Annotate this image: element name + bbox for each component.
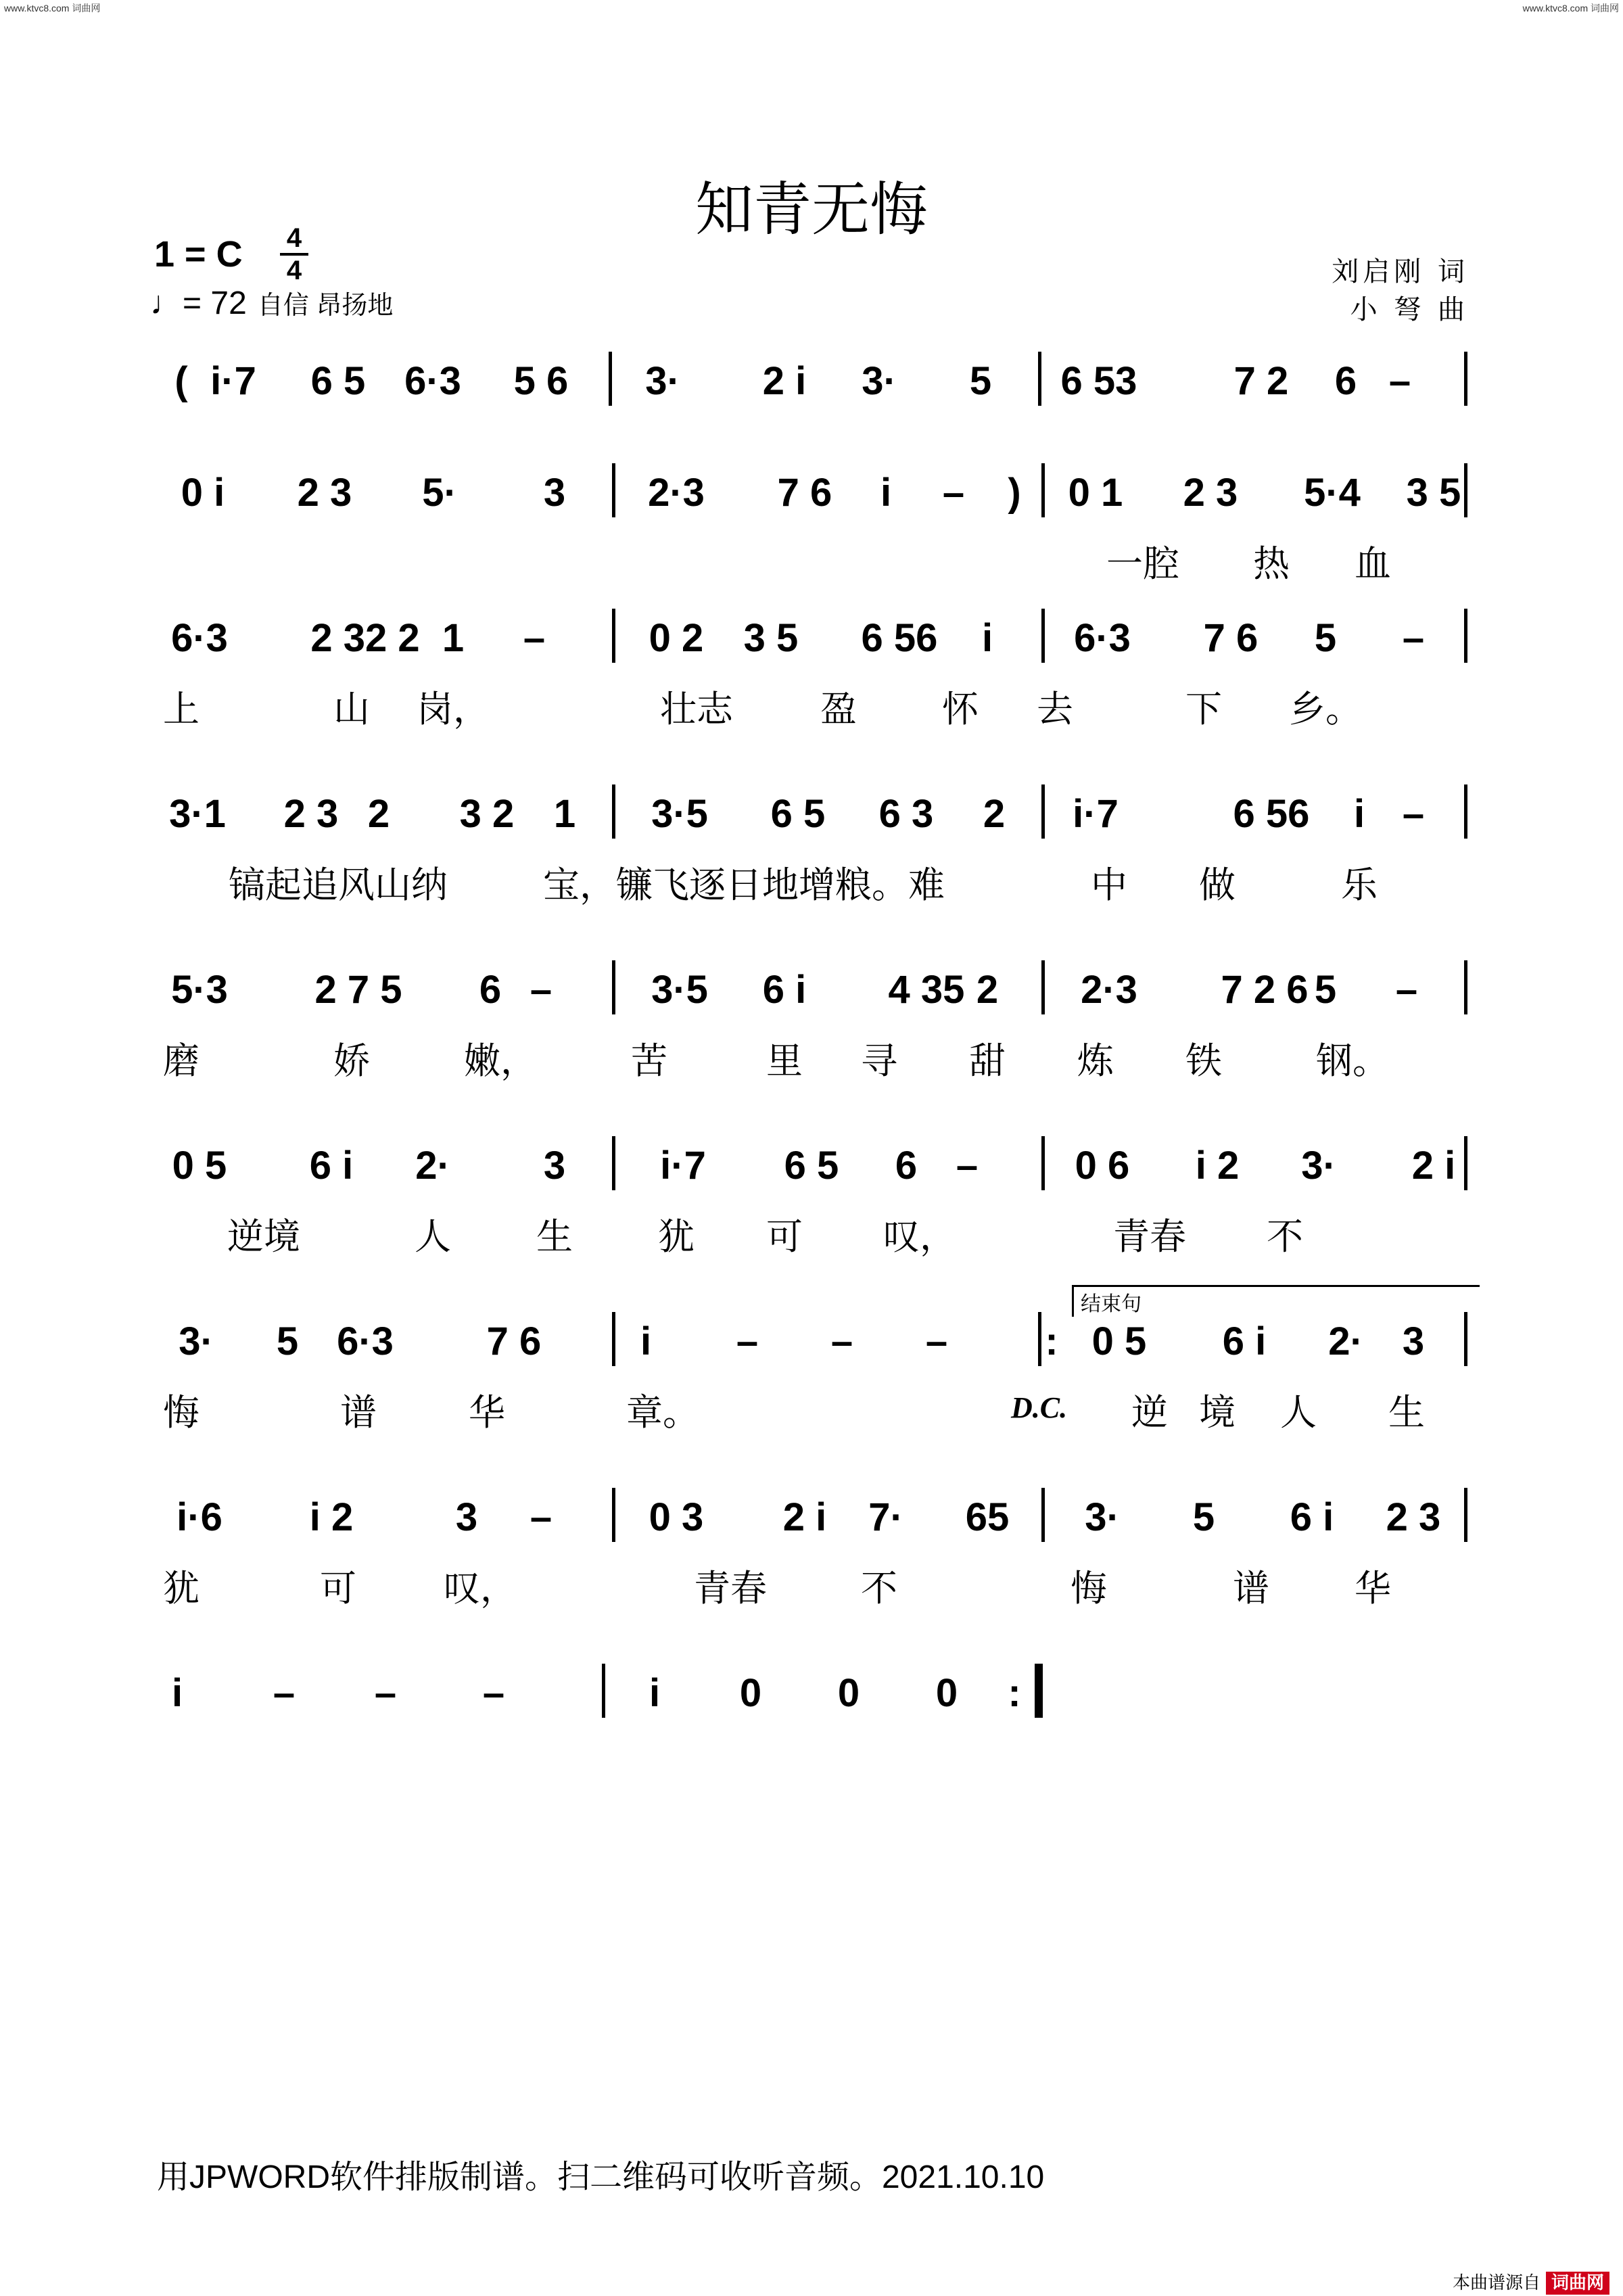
note-group: 6 5 xyxy=(310,359,366,403)
lyric-syllable: 乐 xyxy=(1341,864,1378,906)
lyric-syllable: 可 xyxy=(320,1567,356,1610)
note-group: i 2 xyxy=(1195,1144,1240,1188)
note-group: 5·4 xyxy=(1304,471,1361,515)
note-group: 3 5 xyxy=(1406,471,1461,515)
site-url-left: www.ktvc8.com 词曲网 xyxy=(4,3,101,14)
lyrics-row xyxy=(0,1208,1623,1258)
bar-line xyxy=(612,609,615,663)
note-group: 5 xyxy=(1192,1495,1215,1539)
lyrics-row xyxy=(0,535,1623,585)
final-repeat-bar xyxy=(1035,1664,1043,1718)
note-group: i xyxy=(981,616,993,660)
lyrics-row xyxy=(0,856,1623,904)
lyric-syllable: 一腔 xyxy=(1106,542,1179,585)
bar-line-end xyxy=(1464,960,1467,1014)
note-group: 1 xyxy=(442,616,465,660)
lyric-syllable: 里 xyxy=(766,1039,803,1082)
lyric-syllable: 中 xyxy=(1091,864,1127,906)
note-group: 6 56 xyxy=(861,616,938,660)
lyric-syllable: 青春 xyxy=(694,1567,767,1610)
bar-line xyxy=(612,1488,615,1542)
lyric-syllable: 逆 xyxy=(1131,1391,1168,1434)
note-group: 6 5 xyxy=(784,1144,839,1188)
footer-note: 用JPWORD软件排版制谱。扫二维码可收听音频。2021.10.10 xyxy=(157,2159,1045,2195)
lyric-syllable: 叹， xyxy=(444,1567,517,1610)
note-group: – xyxy=(942,471,965,515)
note-group: 2 i xyxy=(1411,1144,1456,1188)
note-group: 6 i xyxy=(1222,1319,1267,1363)
note-group: 0 i xyxy=(181,471,225,515)
source-logo xyxy=(1453,2269,1609,2294)
note-group: 5·3 xyxy=(171,968,228,1012)
key-signature: 1 = C xyxy=(154,234,243,275)
melody-row xyxy=(0,450,1623,524)
bar-line xyxy=(1041,784,1045,839)
bar-line xyxy=(612,784,615,839)
note-group: – xyxy=(830,1319,853,1363)
lyric-syllable: 不 xyxy=(861,1567,897,1610)
note-group: 65 xyxy=(965,1495,1010,1539)
note-group: 6 xyxy=(895,1144,918,1188)
logo-brand: 词曲网 xyxy=(1546,2272,1609,2295)
note-group: – xyxy=(736,1319,759,1363)
note-group: 2 3 xyxy=(297,471,352,515)
note-group: 7 2 6 xyxy=(1221,968,1309,1012)
staff-line-7 xyxy=(0,1293,1623,1447)
ending-bracket-label: 结束句 xyxy=(1072,1285,1480,1317)
bar-line xyxy=(1041,1488,1045,1542)
note-group: : xyxy=(1008,1671,1021,1715)
lyric-syllable: 炼 xyxy=(1077,1039,1114,1082)
note-group: 6 i xyxy=(309,1144,354,1188)
note-group: 3· xyxy=(862,359,897,403)
note-group: 5 6 xyxy=(513,359,569,403)
lyric-syllable: 磨 xyxy=(163,1039,199,1082)
bar-line xyxy=(1038,1312,1041,1366)
lyric-syllable: 铁 xyxy=(1185,1039,1222,1082)
note-group: 3 xyxy=(1402,1319,1425,1363)
lyric-syllable: 血 xyxy=(1355,542,1391,585)
note-group: 2 xyxy=(367,792,390,836)
note-group: 2 i xyxy=(782,1495,827,1539)
note-group: 5· xyxy=(422,471,457,515)
note-group: 6·3 xyxy=(404,359,461,403)
note-group: 0 2 xyxy=(649,616,704,660)
note-group: 6·3 xyxy=(1074,616,1131,660)
note-group: 6 53 xyxy=(1060,359,1137,403)
bar-line xyxy=(612,463,615,517)
lyric-syllable: 乡。 xyxy=(1289,688,1362,730)
note-group: 6·3 xyxy=(337,1319,394,1363)
melody-row xyxy=(0,1474,1623,1549)
note-group: 0 xyxy=(739,1671,762,1715)
lyric-syllable: 山 xyxy=(333,688,370,730)
melody-row xyxy=(0,1123,1623,1197)
note-group: 3· xyxy=(179,1319,214,1363)
lyrics-row xyxy=(0,1384,1623,1434)
lyric-syllable: 做 xyxy=(1199,864,1236,906)
bar-line xyxy=(602,1664,605,1718)
lyric-syllable: 生 xyxy=(1388,1391,1425,1434)
note-group: 6 i xyxy=(762,968,807,1012)
bar-line-end xyxy=(1464,352,1467,406)
bar-line-end xyxy=(1464,1136,1467,1190)
lyric-syllable: 娇 xyxy=(333,1039,370,1082)
lyric-syllable: 谱 xyxy=(1233,1567,1269,1610)
staff-line-2 xyxy=(0,450,1623,599)
note-group: 6 xyxy=(1334,359,1357,403)
melody-row xyxy=(0,1650,1623,1725)
note-group: 3·1 xyxy=(169,792,226,836)
lyric-syllable: 寻 xyxy=(861,1039,897,1082)
note-group: i xyxy=(649,1671,661,1715)
note-group: 5 xyxy=(1314,968,1337,1012)
lyric-syllable: 镐起追风山纳 xyxy=(229,864,448,906)
lyric-syllable: 叹， xyxy=(883,1215,956,1258)
bar-line-end xyxy=(1464,1312,1467,1366)
note-group: 7 6 xyxy=(1203,616,1259,660)
note-group: – xyxy=(273,1671,296,1715)
note-group: 2 i xyxy=(762,359,807,403)
note-group: 3· xyxy=(1085,1495,1120,1539)
note-group: i·6 xyxy=(177,1495,222,1539)
note-group: 7 2 xyxy=(1233,359,1289,403)
note-group: – xyxy=(523,616,546,660)
lyric-syllable: 青春 xyxy=(1113,1215,1186,1258)
note-group: 4 35 xyxy=(888,968,965,1012)
lyric-syllable: 下 xyxy=(1185,688,1222,730)
note-group: i xyxy=(640,1319,652,1363)
lyrics-row xyxy=(0,680,1623,728)
note-group: – xyxy=(925,1319,948,1363)
note-group: 0 3 xyxy=(649,1495,704,1539)
note-group: 7· xyxy=(868,1495,903,1539)
bar-line-end xyxy=(1464,1488,1467,1542)
bar-line-end xyxy=(1464,784,1467,839)
bar-line xyxy=(612,1312,615,1366)
note-group: 2 32 2 xyxy=(310,616,420,660)
note-group: – xyxy=(1402,616,1425,660)
lyric-syllable: 嫩， xyxy=(464,1039,537,1082)
lyrics-row xyxy=(0,1560,1623,1610)
note-group: : xyxy=(1045,1319,1058,1363)
note-group: i 2 xyxy=(309,1495,354,1539)
note-group: 7 6 xyxy=(486,1319,542,1363)
staff-line-8 xyxy=(0,1474,1623,1623)
staff-line-3 xyxy=(0,595,1623,744)
note-group: 2· xyxy=(415,1144,450,1188)
note-group: 3·5 xyxy=(651,792,708,836)
note-group: 2 3 xyxy=(1183,471,1238,515)
note-group: 0 6 xyxy=(1075,1144,1130,1188)
time-sig-bottom: 4 xyxy=(286,256,302,285)
note-group: 6·3 xyxy=(171,616,228,660)
note-group: – xyxy=(956,1144,979,1188)
lyricist-credit: 刘启刚 词 xyxy=(1332,256,1469,287)
logo-text: 本曲谱源自 xyxy=(1452,2273,1540,2293)
lyric-syllable: 华 xyxy=(1355,1567,1391,1610)
bar-line-end xyxy=(1464,609,1467,663)
lyric-syllable: 壮志 xyxy=(660,688,733,730)
lyric-syllable: 章。 xyxy=(626,1391,699,1434)
note-group: 2· xyxy=(1328,1319,1363,1363)
da-capo-marking: D.C. xyxy=(1011,1391,1068,1424)
note-group: 6 56 xyxy=(1233,792,1310,836)
note-group: – xyxy=(530,1495,552,1539)
note-group: – xyxy=(482,1671,505,1715)
note-group: 2 7 5 xyxy=(314,968,402,1012)
song-title: 知青无悔 xyxy=(695,176,928,243)
lyric-syllable: 甜 xyxy=(969,1039,1006,1082)
melody-row xyxy=(0,338,1623,413)
lyric-syllable: 谱 xyxy=(340,1391,377,1434)
lyric-syllable: 钢。 xyxy=(1316,1039,1389,1082)
note-group: – xyxy=(530,968,552,1012)
lyrics-row xyxy=(0,1032,1623,1082)
note-group: i·7 xyxy=(210,359,256,403)
note-group: i xyxy=(1353,792,1365,836)
lyric-syllable: 犹 xyxy=(163,1567,199,1610)
bar-line xyxy=(1041,1136,1045,1190)
bar-line xyxy=(1041,960,1045,1014)
note-group: 5 xyxy=(969,359,992,403)
site-url-right: www.ktvc8.com 词曲网 xyxy=(1522,3,1619,14)
note-group: i·7 xyxy=(660,1144,706,1188)
note-group: 6 5 xyxy=(770,792,826,836)
bar-line xyxy=(612,1136,615,1190)
bar-line xyxy=(612,960,615,1014)
note-group: i·7 xyxy=(1073,792,1119,836)
note-group: 2 xyxy=(983,792,1006,836)
note-group: 0 5 xyxy=(1091,1319,1147,1363)
bar-line xyxy=(1041,609,1045,663)
note-group: 3 xyxy=(543,1144,566,1188)
lyric-syllable: 盈 xyxy=(820,688,857,730)
tempo-value: ♩= 72 xyxy=(150,285,247,321)
mood-marking: 自信 昂扬地 xyxy=(257,291,394,320)
note-group: – xyxy=(1388,359,1411,403)
note-group: 6 i xyxy=(1290,1495,1334,1539)
lyric-syllable: 华 xyxy=(469,1391,505,1434)
note-group: 0 xyxy=(837,1671,860,1715)
composer-credit: 小 弩 曲 xyxy=(1350,294,1469,325)
bar-line-end xyxy=(1464,463,1467,517)
note-group: ) xyxy=(1008,471,1021,515)
lyric-syllable: 悔 xyxy=(1071,1567,1107,1610)
note-group: 2 3 xyxy=(283,792,339,836)
note-group: – xyxy=(1402,792,1425,836)
lyric-syllable: 宝，镰飞逐日地增粮。难 xyxy=(543,864,945,906)
note-group: 0 xyxy=(935,1671,958,1715)
bar-line xyxy=(609,352,612,406)
lyric-syllable: 悔 xyxy=(163,1391,199,1434)
note-group: 1 xyxy=(553,792,576,836)
note-group: 7 6 xyxy=(777,471,832,515)
lyric-syllable: 逆境 xyxy=(227,1215,300,1258)
note-group: 3 5 xyxy=(743,616,799,660)
lyric-syllable: 不 xyxy=(1267,1215,1303,1258)
lyric-syllable: 境 xyxy=(1199,1391,1236,1434)
note-group: 0 5 xyxy=(172,1144,227,1188)
note-group: 6 xyxy=(479,968,502,1012)
note-group: – xyxy=(1395,968,1418,1012)
note-group: 2·3 xyxy=(648,471,705,515)
lyric-syllable: 苦 xyxy=(631,1039,667,1082)
note-group: 3· xyxy=(1301,1144,1336,1188)
note-group: i xyxy=(171,1671,183,1715)
note-group: 5 xyxy=(276,1319,299,1363)
note-group: i xyxy=(880,471,892,515)
note-group: 2 xyxy=(976,968,999,1012)
lyric-syllable: 怀 xyxy=(942,688,979,730)
note-group: 3·5 xyxy=(651,968,708,1012)
lyric-syllable: 上 xyxy=(163,688,199,730)
time-sig-top: 4 xyxy=(286,223,302,253)
note-group: 0 1 xyxy=(1068,471,1123,515)
note-group: – xyxy=(374,1671,397,1715)
note-group: 6 3 xyxy=(878,792,934,836)
melody-row xyxy=(0,947,1623,1021)
time-signature xyxy=(279,223,310,285)
note-group: 3· xyxy=(645,359,680,403)
lyric-syllable: 生 xyxy=(536,1215,573,1258)
staff-line-4 xyxy=(0,771,1623,920)
lyric-syllable: 去 xyxy=(1037,688,1073,730)
melody-row xyxy=(0,771,1623,845)
lyric-syllable: 人 xyxy=(415,1215,451,1258)
staff-line-6 xyxy=(0,1123,1623,1271)
note-group: 2·3 xyxy=(1081,968,1137,1012)
lyric-syllable: 岗， xyxy=(417,688,490,730)
staff-line-5 xyxy=(0,947,1623,1096)
staff-line-9 xyxy=(0,1650,1623,1799)
lyric-syllable: 热 xyxy=(1253,542,1290,585)
lyric-syllable: 犹 xyxy=(658,1215,695,1258)
note-group: 5 xyxy=(1314,616,1337,660)
melody-row xyxy=(0,595,1623,670)
lyric-syllable: 人 xyxy=(1280,1391,1317,1434)
note-group: 3 2 xyxy=(459,792,515,836)
bar-line xyxy=(1038,352,1041,406)
tempo-marking xyxy=(150,284,393,322)
bar-line xyxy=(1041,463,1045,517)
note-group: ( xyxy=(174,359,188,403)
note-group: 3 xyxy=(543,471,566,515)
note-group: 3 xyxy=(455,1495,478,1539)
note-group: 2 3 xyxy=(1386,1495,1441,1539)
lyric-syllable: 可 xyxy=(766,1215,803,1258)
